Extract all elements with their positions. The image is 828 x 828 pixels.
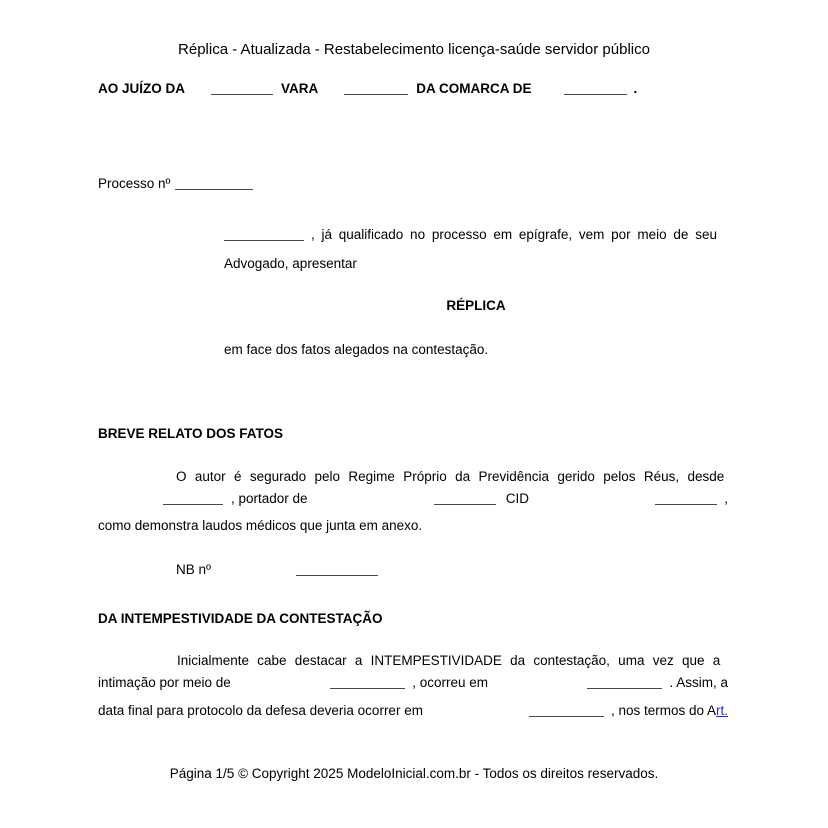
fatos-line-3: como demonstra laudos médicos que junta em anexo. — [98, 518, 423, 533]
emface-line: em face dos fatos alegados na contestação. — [224, 342, 489, 357]
blank-field-nb-number — [296, 564, 378, 576]
intemp-line-2-group-3 — [587, 675, 728, 691]
intemp-line-3 — [98, 703, 728, 719]
intemp-line-2-group-2 — [330, 675, 488, 691]
intemp-text-nos-termos: , nos termos do A — [610, 703, 716, 718]
blank-field-vara-type — [344, 83, 408, 95]
blank-field-cid-code — [655, 493, 717, 505]
fatos-line-1: O autor é segurado pelo Regime Próprio da Previdência gerido pelos Réus, desde — [176, 469, 725, 484]
replica-heading: RÉPLICA — [446, 298, 506, 313]
intemp-text-data-final: data final para protocolo da defesa deveria ocorrer em — [98, 703, 423, 718]
intemp-text-assim: . Assim, a — [669, 675, 728, 690]
blank-field-process-number — [175, 178, 253, 190]
intro-line-2: Advogado, apresentar — [224, 256, 357, 271]
page-title: Réplica - Atualizada - Restabelecimento licença-saúde servidor público — [178, 41, 650, 58]
intemp-text-intimacao: intimação por meio de — [98, 675, 231, 690]
blank-field-deadline-date — [529, 705, 604, 717]
fatos-line-2-group-2 — [434, 491, 529, 507]
page-footer: Página 1/5 © Copyright 2025 ModeloInicial.com.br - Todos os direitos reservados. — [169, 766, 659, 781]
fatos-text-cid: CID — [505, 491, 530, 506]
addressing-line — [98, 81, 637, 97]
intemp-line-3-group-2 — [529, 703, 728, 719]
addressing-text-2: VARA — [281, 81, 319, 96]
intemp-line-2 — [98, 675, 728, 691]
nb-number-line — [176, 562, 378, 578]
intro-text-1: , já qualificado no processo em epígrafe, vem por meio de seu — [311, 227, 717, 242]
fatos-line-2-group-1 — [163, 491, 308, 507]
blank-field-vara-number — [211, 83, 273, 95]
fatos-line-2 — [163, 491, 728, 507]
intro-line-1 — [224, 227, 717, 243]
addressing-period: . — [633, 81, 638, 96]
blank-field-intimation-means — [330, 677, 405, 689]
addressing-text-1: AO JUÍZO DA — [98, 81, 186, 96]
fatos-line-2-group-3 — [655, 491, 728, 507]
process-number-line — [98, 176, 253, 192]
intemp-text-ocorreu: , ocorreu em — [412, 675, 489, 690]
addressing-text-3: DA COMARCA DE — [416, 81, 532, 96]
blank-field-since-date — [163, 493, 223, 505]
intemp-line-3-group-1 — [98, 703, 423, 719]
fatos-text-portador: , portador de — [231, 491, 308, 506]
blank-field-intimation-date — [587, 677, 662, 689]
art-link[interactable]: rt. — [716, 703, 728, 718]
blank-field-author-name — [224, 229, 304, 241]
fatos-text-comma: , — [724, 491, 728, 506]
intemp-line-2-group-1 — [98, 675, 231, 691]
blank-field-condition — [434, 493, 496, 505]
process-label: Processo nº — [98, 176, 171, 191]
section-heading-intempestividade: DA INTEMPESTIVIDADE DA CONTESTAÇÃO — [98, 611, 383, 626]
intemp-line-1: Inicialmente cabe destacar a INTEMPESTIVIDADE da contestação, uma vez que a — [177, 653, 721, 668]
section-heading-breve-relato: BREVE RELATO DOS FATOS — [98, 426, 284, 441]
nb-label: NB nº — [176, 562, 211, 577]
blank-field-comarca — [564, 83, 627, 95]
